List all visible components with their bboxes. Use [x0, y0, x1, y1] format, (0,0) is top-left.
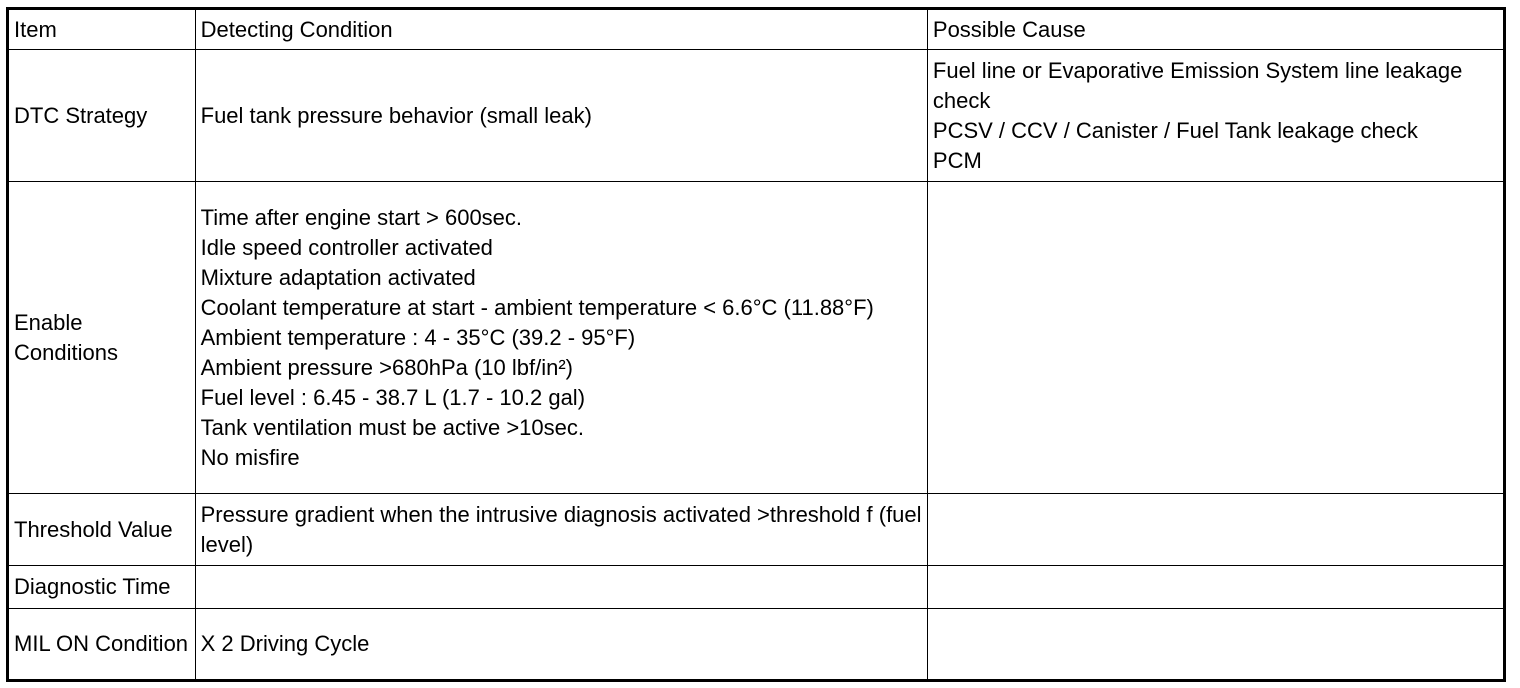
condition-line: Tank ventilation must be active >10sec.: [200, 414, 585, 440]
row-dtc-strategy: [8, 50, 1505, 182]
enable-conditions-cause: [927, 182, 1504, 494]
row-mil-on-condition: [8, 609, 1505, 681]
diagnostic-time-cause: [927, 566, 1504, 609]
cause-line: PCSV / CCV / Canister / Fuel Tank leakage check: [932, 117, 1418, 143]
condition-line: Time after engine start > 600sec.: [200, 204, 523, 230]
condition-line: Idle speed controller activated: [200, 234, 493, 260]
dtc-strategy-causes: [927, 50, 1504, 182]
cause-line: Fuel line or Evaporative Emission System line leakage check: [932, 57, 1463, 113]
cause-line: PCM: [932, 147, 982, 173]
row-diagnostic-time: [8, 566, 1505, 609]
header-possible-cause: Possible Cause: [927, 9, 1504, 50]
header-detecting-condition: Detecting Condition: [195, 9, 927, 50]
diagnostic-time-label: Diagnostic Time: [8, 566, 196, 609]
mil-on-condition-value: X 2 Driving Cycle: [195, 609, 927, 681]
enable-conditions-list: [195, 182, 927, 494]
row-enable-conditions: [8, 182, 1505, 494]
mil-on-condition-cause: [927, 609, 1504, 681]
condition-line: No misfire: [200, 444, 300, 470]
threshold-value-cause: [927, 494, 1504, 566]
condition-line: Coolant temperature at start - ambient temperature < 6.6°C (11.88°F): [200, 294, 874, 320]
condition-line: Ambient pressure >680hPa (10 lbf/in²): [200, 354, 573, 380]
condition-line: Fuel level : 6.45 - 38.7 L (1.7 - 10.2 gal): [200, 384, 586, 410]
mil-on-condition-label: MIL ON Condition: [8, 609, 196, 681]
threshold-value-label: Threshold Value: [8, 494, 196, 566]
threshold-value-condition: Pressure gradient when the intrusive diagnosis activated >threshold f (fuel level): [195, 494, 927, 566]
row-threshold-value: [8, 494, 1505, 566]
table-header-row: [8, 9, 1505, 50]
enable-conditions-label: Enable Conditions: [8, 182, 196, 494]
condition-line: Mixture adaptation activated: [200, 264, 476, 290]
dtc-strategy-condition: Fuel tank pressure behavior (small leak): [195, 50, 927, 182]
dtc-spec-table: [6, 7, 1506, 682]
header-item: Item: [8, 9, 196, 50]
diagnostic-time-condition: [195, 566, 927, 609]
dtc-strategy-label: DTC Strategy: [8, 50, 196, 182]
condition-line: Ambient temperature : 4 - 35°C (39.2 - 95°F): [200, 324, 636, 350]
